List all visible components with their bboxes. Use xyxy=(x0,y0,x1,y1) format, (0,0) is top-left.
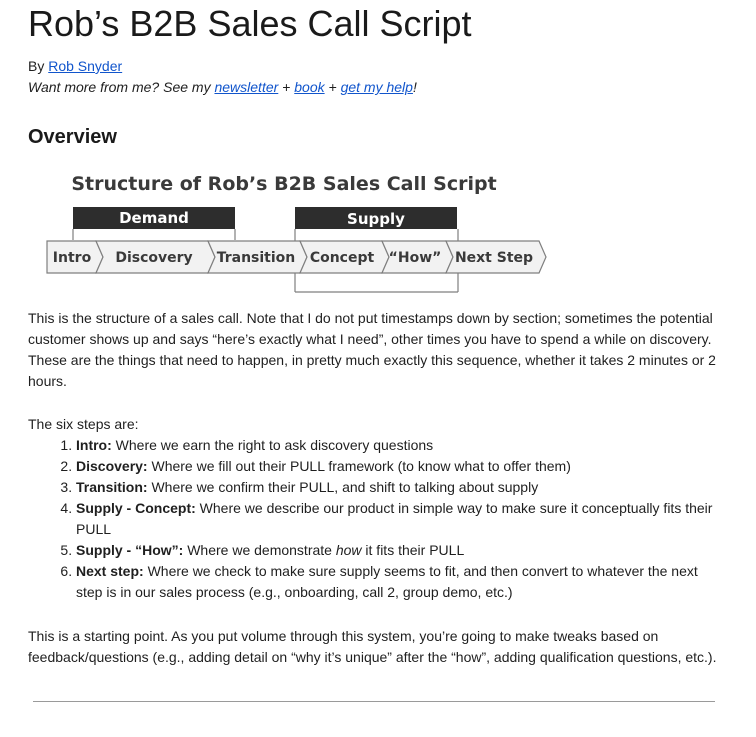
supply-label: Supply xyxy=(347,210,405,228)
step-text: Where we earn the right to ask discovery questions xyxy=(111,437,434,453)
promo-suffix: ! xyxy=(412,79,417,95)
step-label-next-step: Next Step xyxy=(454,250,534,266)
promo-separator: + xyxy=(324,79,341,95)
step-label: Supply - Concept: xyxy=(76,500,196,516)
step-text: Where we check to make sure supply seems to fit, and then convert to whatever the next step is in our sales process (e.g., onboarding, call 2, group demo, etc.) xyxy=(76,563,698,600)
promo-separator: + xyxy=(278,79,295,95)
step-label: Intro: xyxy=(76,437,112,453)
starting-point-paragraph: This is a starting point. As you put volume through this system, you’re going to make tweaks based on feedback/questions (e.g., adding detail on “why it’s unique” after the “how”, adding qualification questions, etc.). xyxy=(28,628,717,665)
newsletter-link[interactable]: newsletter xyxy=(214,79,279,95)
horizontal-divider xyxy=(33,701,715,702)
step-label-discovery: Discovery xyxy=(115,250,193,266)
step-label-concept: Concept xyxy=(309,250,375,266)
get-help-link[interactable]: get my help xyxy=(340,79,413,95)
step-text: Where we demonstrate xyxy=(183,542,336,558)
step-text: it fits their PULL xyxy=(361,542,465,558)
step-label-intro: Intro xyxy=(52,250,92,266)
author-link[interactable]: Rob Snyder xyxy=(48,58,123,74)
promo-line xyxy=(28,77,417,98)
list-item xyxy=(76,561,720,603)
step-label: Supply - “How”: xyxy=(76,542,184,558)
step-label-how: “How” xyxy=(388,250,442,266)
six-steps-intro: The six steps are: xyxy=(28,416,139,432)
step-emphasis: how xyxy=(335,542,362,558)
list-item xyxy=(76,477,720,498)
step-text: Where we confirm their PULL, and shift to talking about supply xyxy=(147,479,539,495)
step-text: Where we describe our product in simple way to make sure it conceptually fits their PULL xyxy=(76,500,713,537)
step-label: Discovery: xyxy=(76,458,148,474)
step-label-transition: Transition xyxy=(216,250,296,266)
list-item xyxy=(76,498,720,540)
diagram-title: Structure of Rob’s B2B Sales Call Script xyxy=(71,173,497,195)
step-label: Next step: xyxy=(76,563,144,579)
step-label: Transition: xyxy=(76,479,148,495)
byline xyxy=(28,56,122,77)
call-structure-diagram xyxy=(44,164,584,300)
book-link[interactable]: book xyxy=(294,79,325,95)
byline-prefix: By xyxy=(28,58,49,74)
step-text: Where we fill out their PULL framework (to know what to offer them) xyxy=(147,458,571,474)
list-item xyxy=(76,456,720,477)
overview-heading: Overview xyxy=(28,126,117,148)
structure-paragraph: This is the structure of a sales call. Note that I do not put timestamps down by section; sometimes the potential customer shows up and says “here’s exactly what I need”, other times you have to spend a while on discovery. These are the things that need to happen, in pretty much exactly this sequence, whether it takes 2 minutes or 2 hours. xyxy=(28,310,716,389)
promo-prefix: Want more from me? See my xyxy=(28,79,215,95)
page-title: Rob’s B2B Sales Call Script xyxy=(28,3,472,44)
list-item xyxy=(76,435,720,456)
demand-label: Demand xyxy=(119,209,189,227)
list-item xyxy=(76,540,720,561)
steps-list xyxy=(28,435,720,603)
